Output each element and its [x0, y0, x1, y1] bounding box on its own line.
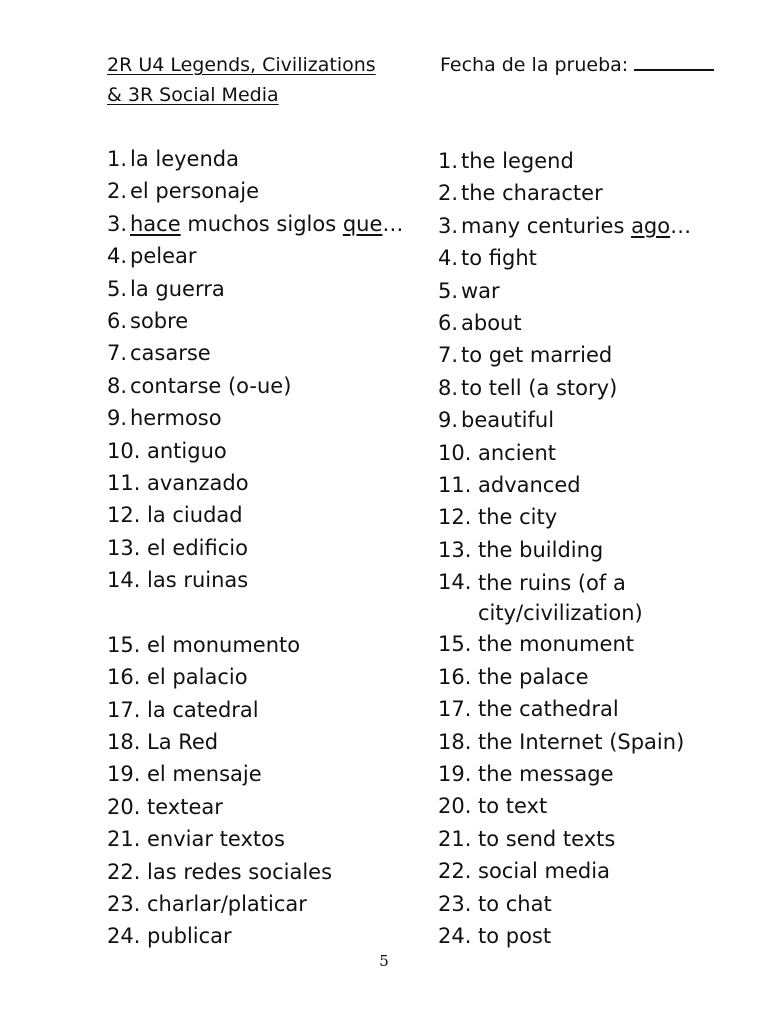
- english-item-term: [461, 307, 768, 339]
- test-date-blank: [634, 51, 714, 71]
- term-text: muchos siglos: [180, 211, 343, 236]
- underlined-word: hace: [130, 211, 181, 236]
- english-item: [438, 661, 768, 693]
- english-item-number: 16.: [438, 664, 472, 689]
- term-text: to post: [478, 923, 552, 948]
- spanish-item-term: [147, 920, 437, 952]
- term-text: social media: [478, 859, 610, 884]
- english-item-term: [461, 339, 768, 371]
- english-vocab-list: [438, 145, 768, 952]
- term-text: the Internet (Spain): [478, 729, 685, 754]
- spanish-item: [107, 208, 437, 240]
- spanish-item-number: 6.: [107, 309, 128, 334]
- spanish-item-term: [147, 564, 437, 596]
- english-item-term: [478, 437, 768, 469]
- english-item: [438, 437, 768, 469]
- spanish-item: [107, 856, 437, 888]
- spanish-item-term: [147, 499, 437, 531]
- term-text: textear: [147, 794, 223, 819]
- spanish-item-term: [130, 240, 437, 272]
- english-item-term: [478, 790, 768, 822]
- spanish-item: [107, 273, 437, 305]
- spanish-item-number: 11.: [107, 471, 141, 496]
- underlined-word: que: [342, 211, 383, 236]
- term-text: beautiful: [461, 408, 555, 433]
- english-item-term: [461, 372, 768, 404]
- spanish-item: [107, 661, 437, 693]
- spanish-item-number: 17.: [107, 697, 141, 722]
- term-text: hermoso: [130, 406, 222, 431]
- english-item: [438, 307, 768, 339]
- term-text: la leyenda: [130, 147, 239, 171]
- spanish-item-number: 5.: [107, 276, 128, 301]
- term-text: the building: [478, 537, 604, 562]
- spanish-item-term: [130, 370, 437, 402]
- spanish-item: [107, 305, 437, 337]
- english-item-term: [478, 628, 768, 660]
- spanish-item: [107, 564, 437, 596]
- spanish-item: [107, 532, 437, 564]
- term-text: la catedral: [147, 697, 259, 722]
- term-text: the monument: [478, 632, 634, 657]
- english-item-term: [478, 855, 768, 887]
- spanish-item-number: 18.: [107, 729, 141, 754]
- spanish-item-term: [147, 856, 437, 888]
- spanish-item: [107, 370, 437, 402]
- spanish-item-number: 7.: [107, 341, 128, 366]
- term-text: el palacio: [147, 665, 248, 690]
- spanish-item: [107, 888, 437, 920]
- spanish-vocab-list: [107, 143, 437, 953]
- spanish-item: [107, 143, 437, 175]
- spanish-item: [107, 629, 437, 661]
- term-text: to tell (a story): [461, 375, 618, 400]
- english-item: [438, 534, 768, 566]
- spanish-item-term: [130, 337, 437, 369]
- english-item-term: [478, 726, 768, 758]
- term-text: charlar/platicar: [147, 891, 307, 916]
- term-text: casarse: [130, 341, 211, 366]
- term-text: to chat: [478, 891, 552, 916]
- english-item-number: 21.: [438, 826, 472, 851]
- english-item-number: 14.: [438, 570, 472, 595]
- spanish-item-number: 2.: [107, 179, 128, 204]
- term-text: antiguo: [147, 438, 227, 463]
- spanish-item-term: [147, 435, 437, 467]
- term-text: to fight: [461, 246, 537, 271]
- spanish-item-number: 3.: [107, 211, 128, 236]
- spanish-item-number: 13.: [107, 535, 141, 560]
- english-item: [438, 758, 768, 790]
- spanish-item-term: [147, 661, 437, 693]
- english-item: [438, 339, 768, 371]
- term-text: the ruins (of a city/civilization): [478, 571, 643, 626]
- english-item-number: 11.: [438, 473, 472, 498]
- spanish-item-term: [147, 823, 437, 855]
- english-item: [438, 920, 768, 952]
- worksheet-title: [107, 50, 407, 110]
- spanish-item: [107, 920, 437, 952]
- spanish-item: [107, 758, 437, 790]
- english-item-number: 17.: [438, 697, 472, 722]
- title-line-2: & 3R Social Media: [107, 84, 279, 106]
- spanish-item-term: [130, 273, 437, 305]
- english-item-term: [478, 920, 768, 952]
- spanish-item-number: 8.: [107, 373, 128, 398]
- spanish-item-term: [130, 175, 437, 207]
- spanish-item: [107, 402, 437, 434]
- term-text: to get married: [461, 343, 613, 368]
- spanish-item: [107, 435, 437, 467]
- spanish-item-number: 21.: [107, 827, 141, 852]
- spanish-item-number: 10.: [107, 438, 141, 463]
- english-item-number: 7.: [438, 343, 459, 368]
- spanish-item-term: [130, 143, 437, 175]
- spanish-item: [107, 694, 437, 726]
- term-text: publicar: [147, 924, 232, 949]
- english-item: [438, 177, 768, 209]
- spanish-item: [107, 726, 437, 758]
- term-text: el monumento: [147, 632, 301, 657]
- spanish-item-term: [147, 467, 437, 499]
- english-item: [438, 566, 768, 628]
- english-item-number: 6.: [438, 311, 459, 336]
- english-item-term: [461, 404, 768, 436]
- english-item-term: [478, 823, 768, 855]
- term-text: las ruinas: [147, 568, 249, 593]
- english-item-number: 8.: [438, 375, 459, 400]
- english-item-term: [478, 534, 768, 566]
- spanish-item: [107, 791, 437, 823]
- english-item: [438, 726, 768, 758]
- spanish-item-term: [130, 305, 437, 337]
- spanish-item-term: [147, 532, 437, 564]
- english-item: [438, 888, 768, 920]
- english-item-number: 13.: [438, 537, 472, 562]
- english-item: [438, 823, 768, 855]
- english-item: [438, 404, 768, 436]
- term-text: the legend: [461, 149, 574, 173]
- term-text: el mensaje: [147, 762, 262, 787]
- english-item-term: [478, 661, 768, 693]
- english-item-term: [461, 210, 768, 242]
- english-item-term: [478, 888, 768, 920]
- term-text: war: [461, 278, 500, 303]
- term-text: to send texts: [478, 826, 616, 851]
- english-item-term: [461, 242, 768, 274]
- english-item: [438, 628, 768, 660]
- test-date-label: Fecha de la prueba:: [440, 54, 629, 76]
- list-spacer: [107, 597, 437, 629]
- english-item-number: 20.: [438, 794, 472, 819]
- term-text: the cathedral: [478, 697, 619, 722]
- spanish-item-number: 23.: [107, 891, 141, 916]
- term-text: el edificio: [147, 535, 248, 560]
- spanish-item-number: 1.: [107, 147, 128, 171]
- english-item: [438, 145, 768, 177]
- term-text: the palace: [478, 664, 589, 689]
- term-text: contarse (o-ue): [130, 373, 292, 398]
- spanish-item: [107, 499, 437, 531]
- spanish-item-number: 14.: [107, 568, 141, 593]
- spanish-item-term: [147, 791, 437, 823]
- english-item-number: 10.: [438, 440, 472, 465]
- spanish-item-number: 24.: [107, 924, 141, 949]
- term-text: las redes sociales: [147, 859, 333, 884]
- english-item: [438, 242, 768, 274]
- english-item-term: [478, 758, 768, 790]
- spanish-item-number: 22.: [107, 859, 141, 884]
- term-text: about: [461, 311, 522, 336]
- english-item-number: 4.: [438, 246, 459, 271]
- english-item-term: [478, 566, 768, 628]
- spanish-item: [107, 175, 437, 207]
- spanish-item-term: [147, 629, 437, 661]
- english-item-number: 22.: [438, 859, 472, 884]
- spanish-item-term: [147, 888, 437, 920]
- term-text: enviar textos: [147, 827, 285, 852]
- spanish-item-term: [147, 694, 437, 726]
- spanish-item: [107, 337, 437, 369]
- english-item-term: [478, 693, 768, 725]
- spanish-item-number: 12.: [107, 503, 141, 528]
- term-text: la ciudad: [147, 503, 243, 528]
- english-item-term: [461, 275, 768, 307]
- term-text: pelear: [130, 244, 197, 269]
- term-text: the message: [478, 761, 614, 786]
- page-number: 5: [379, 952, 389, 970]
- english-item-number: 23.: [438, 891, 472, 916]
- term-text: La Red: [147, 729, 219, 754]
- test-date-field: [440, 50, 714, 80]
- english-item-number: 19.: [438, 761, 472, 786]
- term-text: the character: [461, 181, 603, 206]
- english-item-number: 1.: [438, 149, 459, 173]
- english-item: [438, 372, 768, 404]
- term-text: ancient: [478, 440, 557, 465]
- english-item: [438, 210, 768, 242]
- spanish-item-number: 16.: [107, 665, 141, 690]
- term-text: many centuries: [461, 213, 632, 238]
- english-item-number: 2.: [438, 181, 459, 206]
- english-item: [438, 790, 768, 822]
- english-item-term: [478, 501, 768, 533]
- english-item: [438, 469, 768, 501]
- english-item-number: 3.: [438, 213, 459, 238]
- english-item-number: 18.: [438, 729, 472, 754]
- term-text: to text: [478, 794, 548, 819]
- english-item-term: [461, 145, 768, 177]
- english-item-number: 5.: [438, 278, 459, 303]
- spanish-item-number: 9.: [107, 406, 128, 431]
- spanish-item-number: 15.: [107, 632, 141, 657]
- english-item-number: 9.: [438, 408, 459, 433]
- english-item-term: [478, 469, 768, 501]
- term-text: the city: [478, 505, 558, 530]
- term-text: avanzado: [147, 471, 249, 496]
- term-text: …: [670, 213, 692, 238]
- english-item: [438, 693, 768, 725]
- spanish-item-term: [130, 402, 437, 434]
- title-line-1: 2R U4 Legends, Civilizations: [107, 54, 376, 76]
- spanish-item-term: [147, 758, 437, 790]
- spanish-item: [107, 823, 437, 855]
- spanish-item-term: [130, 208, 437, 240]
- term-text: advanced: [478, 473, 581, 498]
- spanish-item-number: 19.: [107, 762, 141, 787]
- english-item-number: 12.: [438, 505, 472, 530]
- spanish-item-number: 20.: [107, 794, 141, 819]
- english-item: [438, 855, 768, 887]
- english-item-number: 24.: [438, 923, 472, 948]
- english-item: [438, 501, 768, 533]
- english-item-number: 15.: [438, 632, 472, 657]
- spanish-item-term: [147, 726, 437, 758]
- term-text: el personaje: [130, 179, 260, 204]
- term-text: la guerra: [130, 276, 225, 301]
- english-item: [438, 275, 768, 307]
- underlined-word: ago: [631, 213, 671, 238]
- spanish-item: [107, 240, 437, 272]
- english-item-term: [461, 177, 768, 209]
- spanish-item-number: 4.: [107, 244, 128, 269]
- term-text: sobre: [130, 309, 189, 334]
- spanish-item: [107, 467, 437, 499]
- term-text: …: [382, 211, 404, 236]
